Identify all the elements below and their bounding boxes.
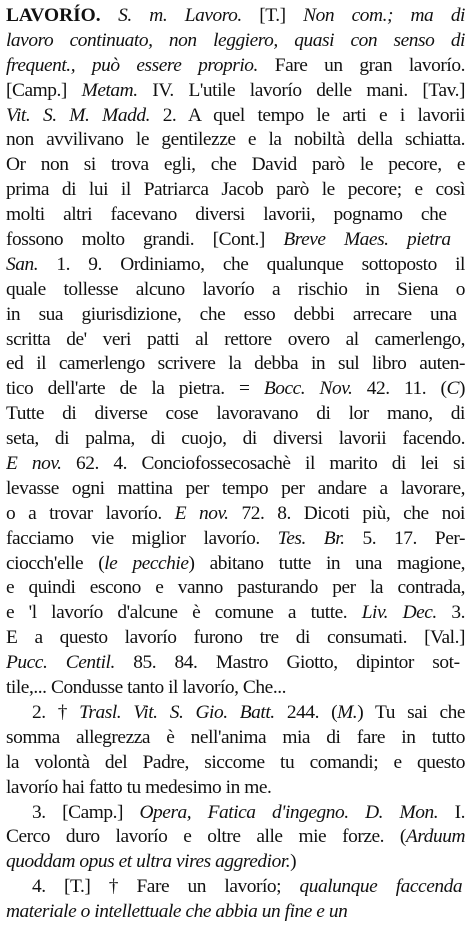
text-run: scritta de' veri patti al rettore overo al camerlengo, [6,328,465,350]
text-run: Tutte di diverse cose lavoravano di lor mano, di [6,403,465,425]
text-run: in sua giurisdizione, che esso debbi arrecare una [6,303,457,325]
italic-text: Opera, Fatica d'ingegno. D. Mon. [139,801,439,823]
text-run: 3. [Camp.] [32,801,140,823]
italic-text: Non com.; ma di [303,5,465,26]
text-run: prima di lui il Patriarca Jacob parò le pecore; e così [6,179,465,201]
italic-text: M. [337,701,358,723]
text-run: ed il camerlengo scrivere la debba in sul libro auten- [6,353,465,375]
text-run: 5. 17. Per- [344,527,465,549]
entry-line [6,328,465,353]
text-run: 1. 9. Ordiniamo, che qualunque sottoposto il [38,253,465,275]
entry-line [6,377,465,402]
italic-text: Vit. S. M. Madd. [6,104,150,126]
entry-line [6,576,465,601]
text-run: 62. 4. Conciofossecosachè il marito di lei si [61,453,465,475]
text-run: 42. 11. ( [352,378,447,400]
text-run: 2. † [32,701,80,723]
text-run: molti altri facevano diversi lavorii, pognamo che [6,204,447,226]
entry-line [6,303,465,328]
entry-line [6,253,465,278]
text-run: ) [459,378,465,400]
text-run: levasse ogni mattina per tempo per andare a lavorare, [6,477,465,499]
text-run: quale tollesse alcuno lavorío a rischio in Siena o [6,278,465,300]
text-run: 72. 8. Dicoti più, che noi [228,502,465,524]
italic-text: Bocc. Nov. [263,378,353,400]
entry-line [6,776,465,801]
italic-text: Liv. Dec. [361,602,437,624]
entry-line [6,601,465,626]
text-run: tico dell'arte de la pietra. = [6,378,264,400]
text-run: Cerco duro lavorío e oltre alle mie forze. ( [6,826,406,848]
entry-line [6,29,465,54]
text-run: seta, di palma, di cuojo, di diversi lavorii facendo. [6,428,465,450]
italic-text: Tes. Br. [277,527,345,549]
text-run: 244. ( [274,701,338,723]
entry-line [6,153,465,178]
entry-line [6,4,465,29]
entry-line [6,875,465,900]
entry-line [6,54,465,79]
text-run: facciamo vie miglior lavorío. [6,527,278,549]
entry-line [6,502,465,527]
entry-line [6,352,465,377]
italic-text: frequent., può essere proprio. [6,54,258,76]
text-run: e quindi escono e vanno pasturando per la contrada, [6,577,465,599]
text-run: la volontà del Padre, siccome tu comandi; e questo [6,751,465,773]
dictionary-entry-lavorio [6,4,465,925]
text-run: o a trovar lavorío. [6,502,175,524]
entry-line [6,278,465,303]
entry-line [6,801,465,826]
text-run: somma allegrezza è nell'anima mia di fare in tutto [6,726,465,748]
text-run: non avvilivano le gentilezze e la nobiltà della schiatta. [6,129,465,151]
entry-line [6,452,465,477]
entry-line [6,701,465,726]
entry-line [6,552,465,577]
entry-line [6,527,465,552]
italic-text: Breve Maes. pietra [283,229,451,251]
italic-text: lavoro continuato, non leggiero, quasi con senso di [6,29,465,51]
entry-line [6,726,465,751]
text-run: e 'l lavorío d'alcune è comune a tutte. [6,602,362,624]
entry-line [6,427,465,452]
entry-line [6,79,465,104]
entry-line [6,850,465,875]
italic-text: quoddam opus et ultra vires aggredior. [6,851,291,873]
text-run: 3. [436,602,465,624]
text-run: lavorío hai fatto tu medesimo in me. [6,776,272,798]
entry-line [6,676,465,701]
entry-line [6,626,465,651]
entry-line [6,104,465,129]
italic-text: Metam. [81,79,138,101]
entry-line [6,203,465,228]
italic-text: Arduum [405,826,465,848]
entry-line [6,477,465,502]
entry-line [6,128,465,153]
italic-text: E nov. [174,502,229,524]
italic-text: S. m. Lavoro. [118,5,242,26]
entry-line [6,900,465,925]
text-run: I. [438,801,465,823]
italic-text: E nov. [6,453,62,475]
text-run: ) abitano tutte in una magione, [188,552,465,574]
italic-text: le pecchie [104,552,189,574]
text-run: 2. A quel tempo le arti e i lavorii [149,104,465,126]
text-run: 85. 84. Mastro Giotto, dipintor sot- [114,652,460,674]
italic-text: qualunque faccenda [299,876,463,898]
text-run: E a questo lavorío furono tre di consumati. [Val.] [6,627,465,649]
headword: LAVORÍO. [6,5,101,26]
entry-line [6,825,465,850]
entry-line [6,228,465,253]
text-run: ) [290,851,297,873]
text-run: tile,... Condusse tanto il lavorío, Che... [6,677,287,699]
text-run: [Camp.] [6,79,82,101]
entry-line [6,751,465,776]
italic-text: San. [6,253,39,275]
text-run: IV. L'utile lavorío delle mani. [Tav.] [137,79,465,101]
italic-text: Trasl. Vit. S. Gio. Batt. [79,701,275,723]
text-run: ) Tu sai che [357,701,465,723]
entry-line [6,651,465,676]
entry-line [6,178,465,203]
text-run: 4. [T.] † Fare un lavorío; [32,876,300,898]
italic-text: Pucc. Centil. [6,652,115,674]
text-run: Or non si trova egli, che David parò le pecore, e [6,154,465,176]
text-run: ciocch'elle ( [6,552,105,574]
italic-text: materiale o intellettuale che abbia un fine e un [6,901,348,923]
text-run [101,5,119,26]
entry-line [6,402,465,427]
italic-text: C [446,378,459,400]
text-run: [T.] [241,5,304,26]
text-run: Fare un gran lavorío. [257,54,465,76]
text-run: fossono molto grandi. [Cont.] [6,229,284,251]
